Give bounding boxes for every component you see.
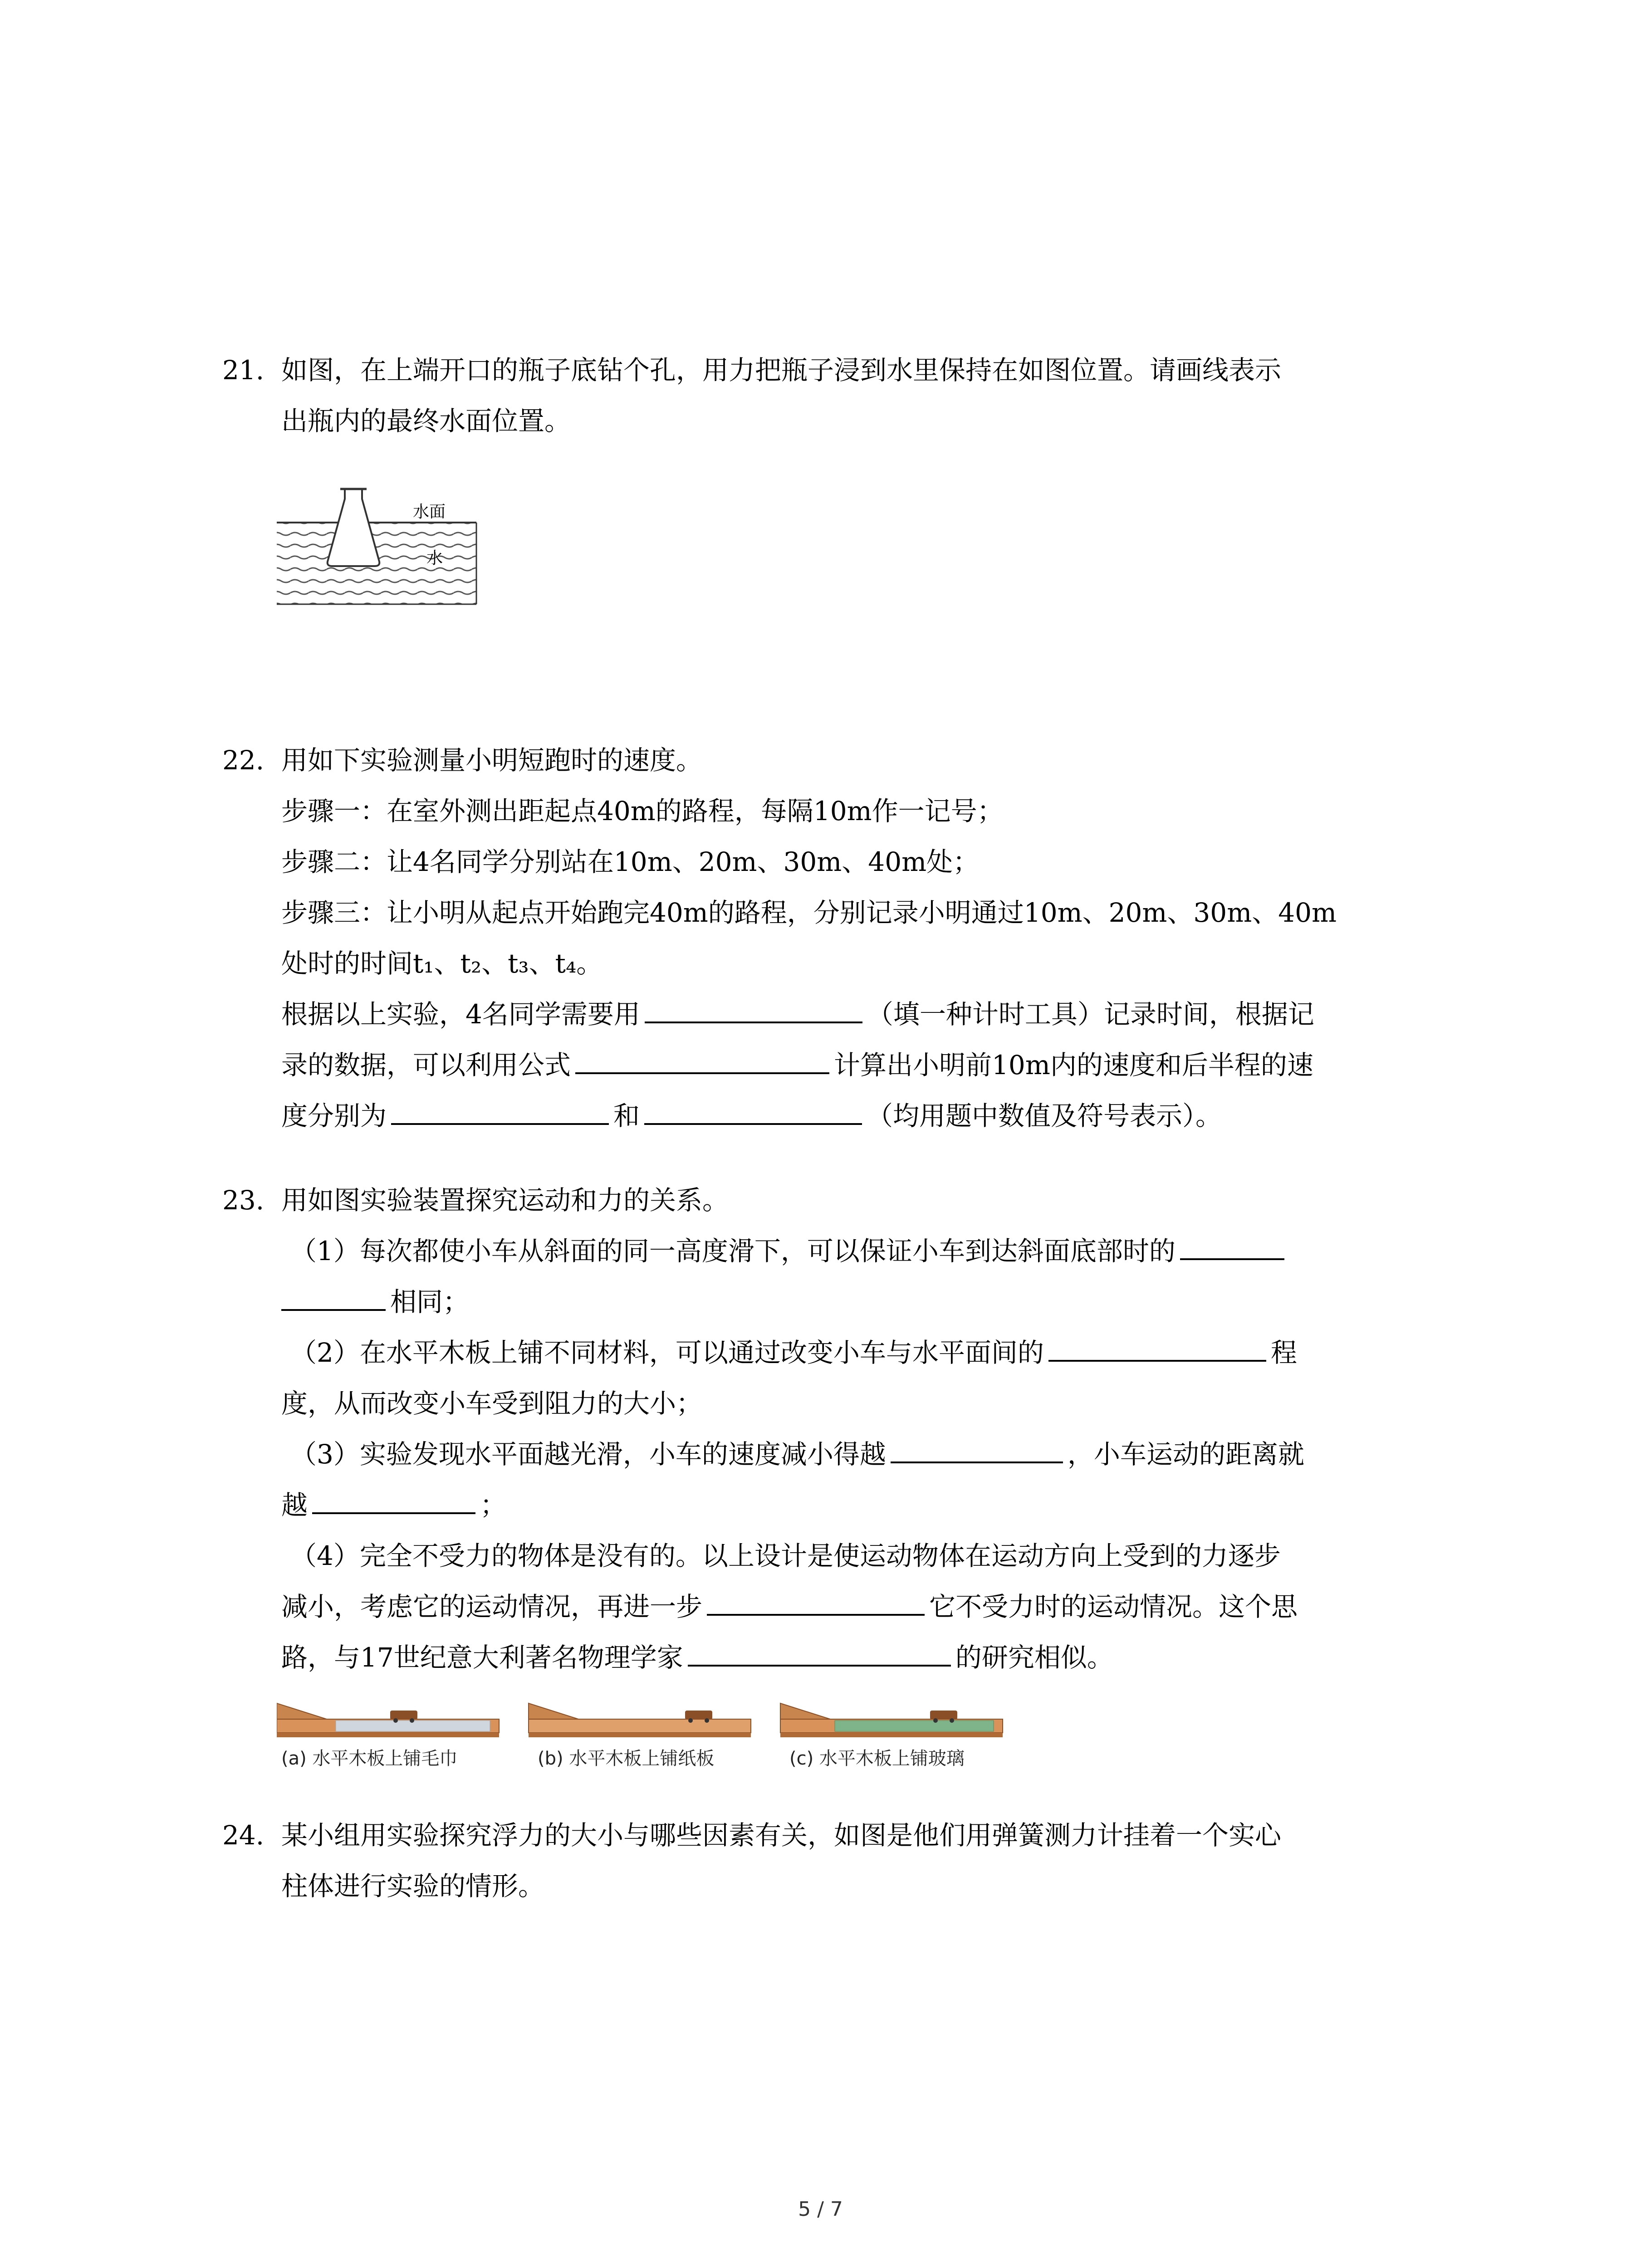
answer-blank-1a[interactable] <box>1180 1230 1284 1260</box>
question-text: 如图，在上端开口的瓶子底钻个孔，用力把瓶子浸到水里保持在如图位置。请画线表示 <box>281 355 1282 386</box>
question-24 <box>222 1810 1447 1911</box>
question-number: 21. <box>222 355 265 386</box>
question-text: 用如图实验装置探究运动和力的关系。 <box>281 1185 729 1216</box>
question-text: 减小，考虑它的运动情况，再进一步 <box>281 1591 703 1622</box>
answer-blank-timer[interactable] <box>645 993 862 1023</box>
question-21 <box>222 345 1447 446</box>
sub-question-1: （1）每次都使小车从斜面的同一高度滑下，可以保证小车到达斜面底部时的 <box>290 1236 1176 1266</box>
answer-blank-3b[interactable] <box>312 1484 475 1514</box>
question-text: 度分别为 <box>281 1100 387 1131</box>
step-three-cont: 处时的时间t₁、t₂、t₃、t₄。 <box>281 948 603 979</box>
ramp-figures <box>277 1699 1012 1767</box>
sub-question-4: （4）完全不受力的物体是没有的。以上设计是使运动物体在运动方向上受到的力逐步 <box>290 1540 1281 1571</box>
caption-cardboard: (b) 水平木板上铺纸板 <box>538 1748 715 1769</box>
flask-in-water-figure <box>272 481 481 608</box>
question-text: 计算出小明前10m内的速度和后半程的速 <box>834 1050 1313 1080</box>
question-text: 路，与17世纪意大利著名物理学家 <box>281 1642 683 1673</box>
question-23 <box>222 1175 1447 1683</box>
question-text: 程 <box>1270 1337 1297 1368</box>
question-22 <box>222 735 1447 1141</box>
answer-blank-3a[interactable] <box>891 1433 1063 1463</box>
answer-blank-speed-1[interactable] <box>391 1095 609 1125</box>
question-text: 越 <box>281 1490 308 1520</box>
question-number: 23. <box>222 1185 265 1216</box>
question-text: ，小车运动的距离就 <box>1067 1439 1304 1470</box>
step-one: 步骤一：在室外测出距起点40m的路程，每隔10m作一记号； <box>281 796 1004 826</box>
ramp-glass-figure <box>780 1703 1003 1737</box>
ramp-cardboard-figure <box>529 1703 751 1737</box>
question-text: 相同； <box>390 1286 470 1317</box>
question-text: 录的数据，可以利用公式 <box>281 1050 571 1080</box>
answer-blank-4a[interactable] <box>707 1586 925 1616</box>
step-two: 步骤二：让4名同学分别站在10m、20m、30m、40m处； <box>281 846 980 877</box>
question-text: 和 <box>613 1100 640 1131</box>
caption-glass: (c) 水平木板上铺玻璃 <box>789 1748 965 1769</box>
question-text: 根据以上实验，4名同学需要用 <box>281 999 640 1030</box>
ramp-diagrams <box>277 1699 1012 1740</box>
answer-blank-2[interactable] <box>1048 1332 1266 1362</box>
question-text: ； <box>480 1490 507 1520</box>
question-text: 它不受力时的运动情况。这个思 <box>929 1591 1298 1622</box>
answer-blank-4b[interactable] <box>688 1637 951 1667</box>
question-number: 24. <box>222 1820 265 1851</box>
answer-blank-1b[interactable] <box>281 1281 386 1311</box>
question-text: 某小组用实验探究浮力的大小与哪些因素有关，如图是他们用弹簧测力计挂着一个实心 <box>281 1820 1282 1851</box>
question-text: 的研究相似。 <box>955 1642 1113 1673</box>
water-label: 水 <box>426 549 443 567</box>
caption-towel: (a) 水平木板上铺毛巾 <box>281 1748 458 1769</box>
sub-question-2: （2）在水平木板上铺不同材料，可以通过改变小车与水平面间的 <box>290 1337 1044 1368</box>
answer-blank-speed-2[interactable] <box>644 1095 862 1125</box>
page-number: 5 / 7 <box>798 2198 843 2221</box>
ramp-towel-figure <box>277 1703 499 1737</box>
surface-label: 水面 <box>413 503 446 521</box>
question-number: 22. <box>222 745 265 776</box>
answer-blank-formula[interactable] <box>575 1044 829 1074</box>
step-three: 步骤三：让小明从起点开始跑完40m的路程，分别记录小明通过10m、20m、30m、40m <box>281 897 1337 928</box>
question-text: 用如下实验测量小明短跑时的速度。 <box>281 745 703 776</box>
question-text: （填一种计时工具）记录时间，根据记 <box>867 999 1314 1030</box>
question-text: 出瓶内的最终水面位置。 <box>281 406 571 436</box>
question-text: 度，从而改变小车受到阻力的大小； <box>281 1388 703 1419</box>
question-text: （均用题中数值及符号表示）。 <box>867 1100 1222 1131</box>
question-text: 柱体进行实验的情形。 <box>281 1871 545 1901</box>
sub-question-3: （3）实验发现水平面越光滑，小车的速度减小得越 <box>290 1439 886 1470</box>
